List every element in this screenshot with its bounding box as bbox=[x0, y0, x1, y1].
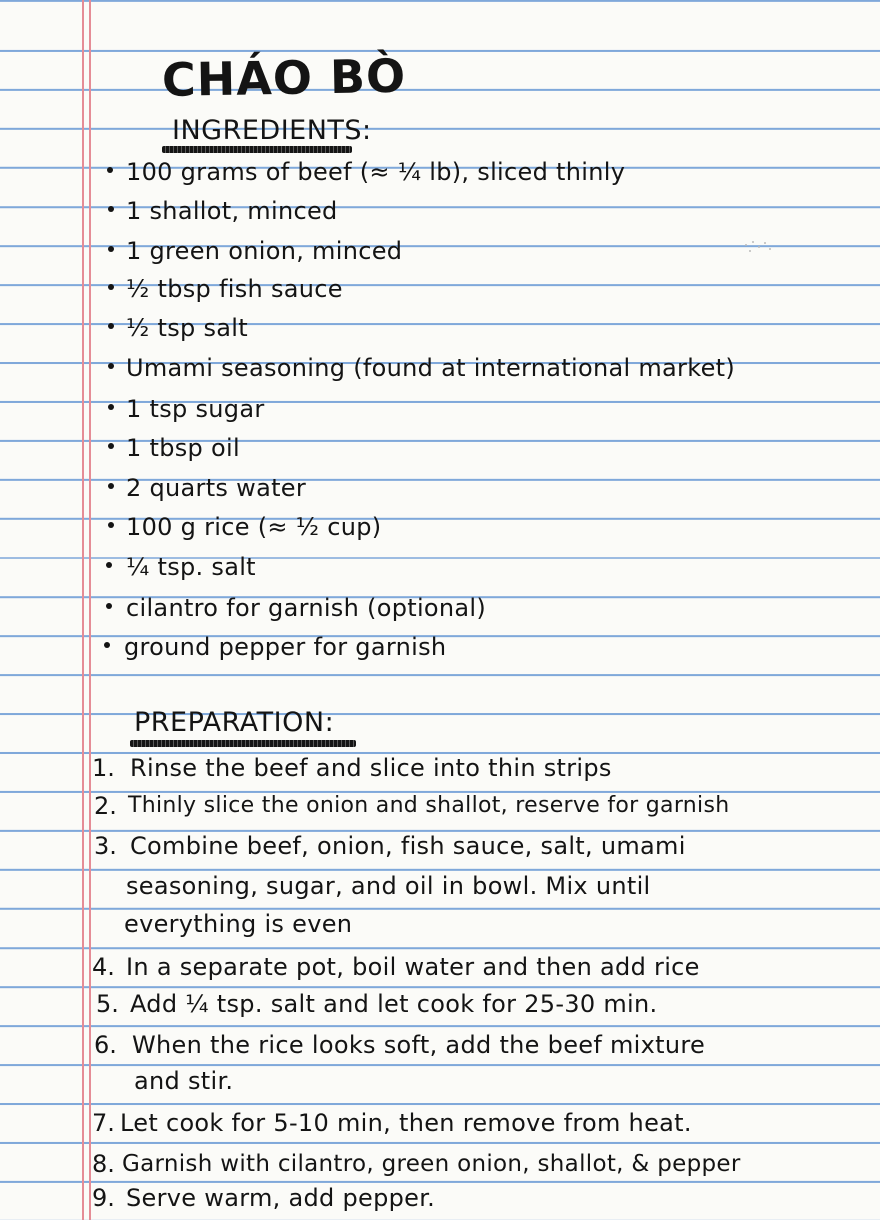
preparation-heading-underline bbox=[130, 740, 356, 747]
step-number: 1. bbox=[92, 754, 115, 782]
step-number: 2. bbox=[94, 792, 117, 820]
step-text: Rinse the beef and slice into thin strips bbox=[130, 754, 612, 782]
preparation-heading: PREPARATION: bbox=[134, 707, 335, 738]
margin-line-right bbox=[89, 0, 91, 1220]
ingredient-text: 1 shallot, minced bbox=[126, 197, 338, 225]
ingredient-text: 1 tbsp oil bbox=[126, 434, 240, 462]
ingredient-text: ½ tbsp fish sauce bbox=[126, 275, 343, 303]
ingredient-text: ground pepper for garnish bbox=[124, 633, 447, 661]
step-number: 9. bbox=[92, 1184, 115, 1212]
step-text: Combine beef, onion, fish sauce, salt, umami bbox=[130, 832, 686, 860]
step-number: 4. bbox=[92, 953, 115, 981]
step-number: 8. bbox=[92, 1150, 115, 1178]
ingredient-text: cilantro for garnish (optional) bbox=[126, 594, 487, 622]
step-text: In a separate pot, boil water and then add rice bbox=[126, 953, 700, 981]
step-text: Garnish with cilantro, green onion, shallot, & pepper bbox=[122, 1151, 741, 1177]
step-text: Add ¼ tsp. salt and let cook for 25-30 min. bbox=[130, 990, 658, 1018]
step-text: When the rice looks soft, add the beef mixture bbox=[132, 1031, 706, 1059]
margin-line-left bbox=[82, 0, 84, 1220]
step-text-continued: and stir. bbox=[134, 1067, 234, 1095]
ingredients-heading: INGREDIENTS: bbox=[172, 115, 372, 146]
step-text: Serve warm, add pepper. bbox=[126, 1184, 436, 1212]
ingredient-text: 1 tsp sugar bbox=[126, 395, 265, 423]
step-text: Thinly slice the onion and shallot, reserve for garnish bbox=[128, 793, 730, 818]
step-number: 3. bbox=[94, 832, 117, 860]
step-number: 7. bbox=[92, 1109, 115, 1137]
ingredient-text: 2 quarts water bbox=[126, 474, 307, 502]
ingredients-heading-underline bbox=[162, 146, 352, 153]
ingredient-text: ¼ tsp. salt bbox=[126, 553, 256, 581]
ingredient-text: 100 g rice (≈ ½ cup) bbox=[126, 513, 382, 541]
step-number: 6. bbox=[94, 1031, 117, 1059]
step-number: 5. bbox=[96, 990, 119, 1018]
step-text: Let cook for 5-10 min, then remove from heat. bbox=[120, 1109, 692, 1137]
step-text-continued: everything is even bbox=[124, 910, 353, 938]
recipe-title: CHÁO BÒ bbox=[161, 48, 407, 107]
ingredient-text: Umami seasoning (found at international market) bbox=[126, 354, 736, 382]
ingredient-text: 100 grams of beef (≈ ¼ lb), sliced thinly bbox=[126, 158, 626, 186]
step-text-continued: seasoning, sugar, and oil in bowl. Mix until bbox=[126, 872, 651, 900]
ingredient-text: ½ tsp salt bbox=[126, 314, 248, 342]
ingredient-text: 1 green onion, minced bbox=[126, 237, 403, 265]
